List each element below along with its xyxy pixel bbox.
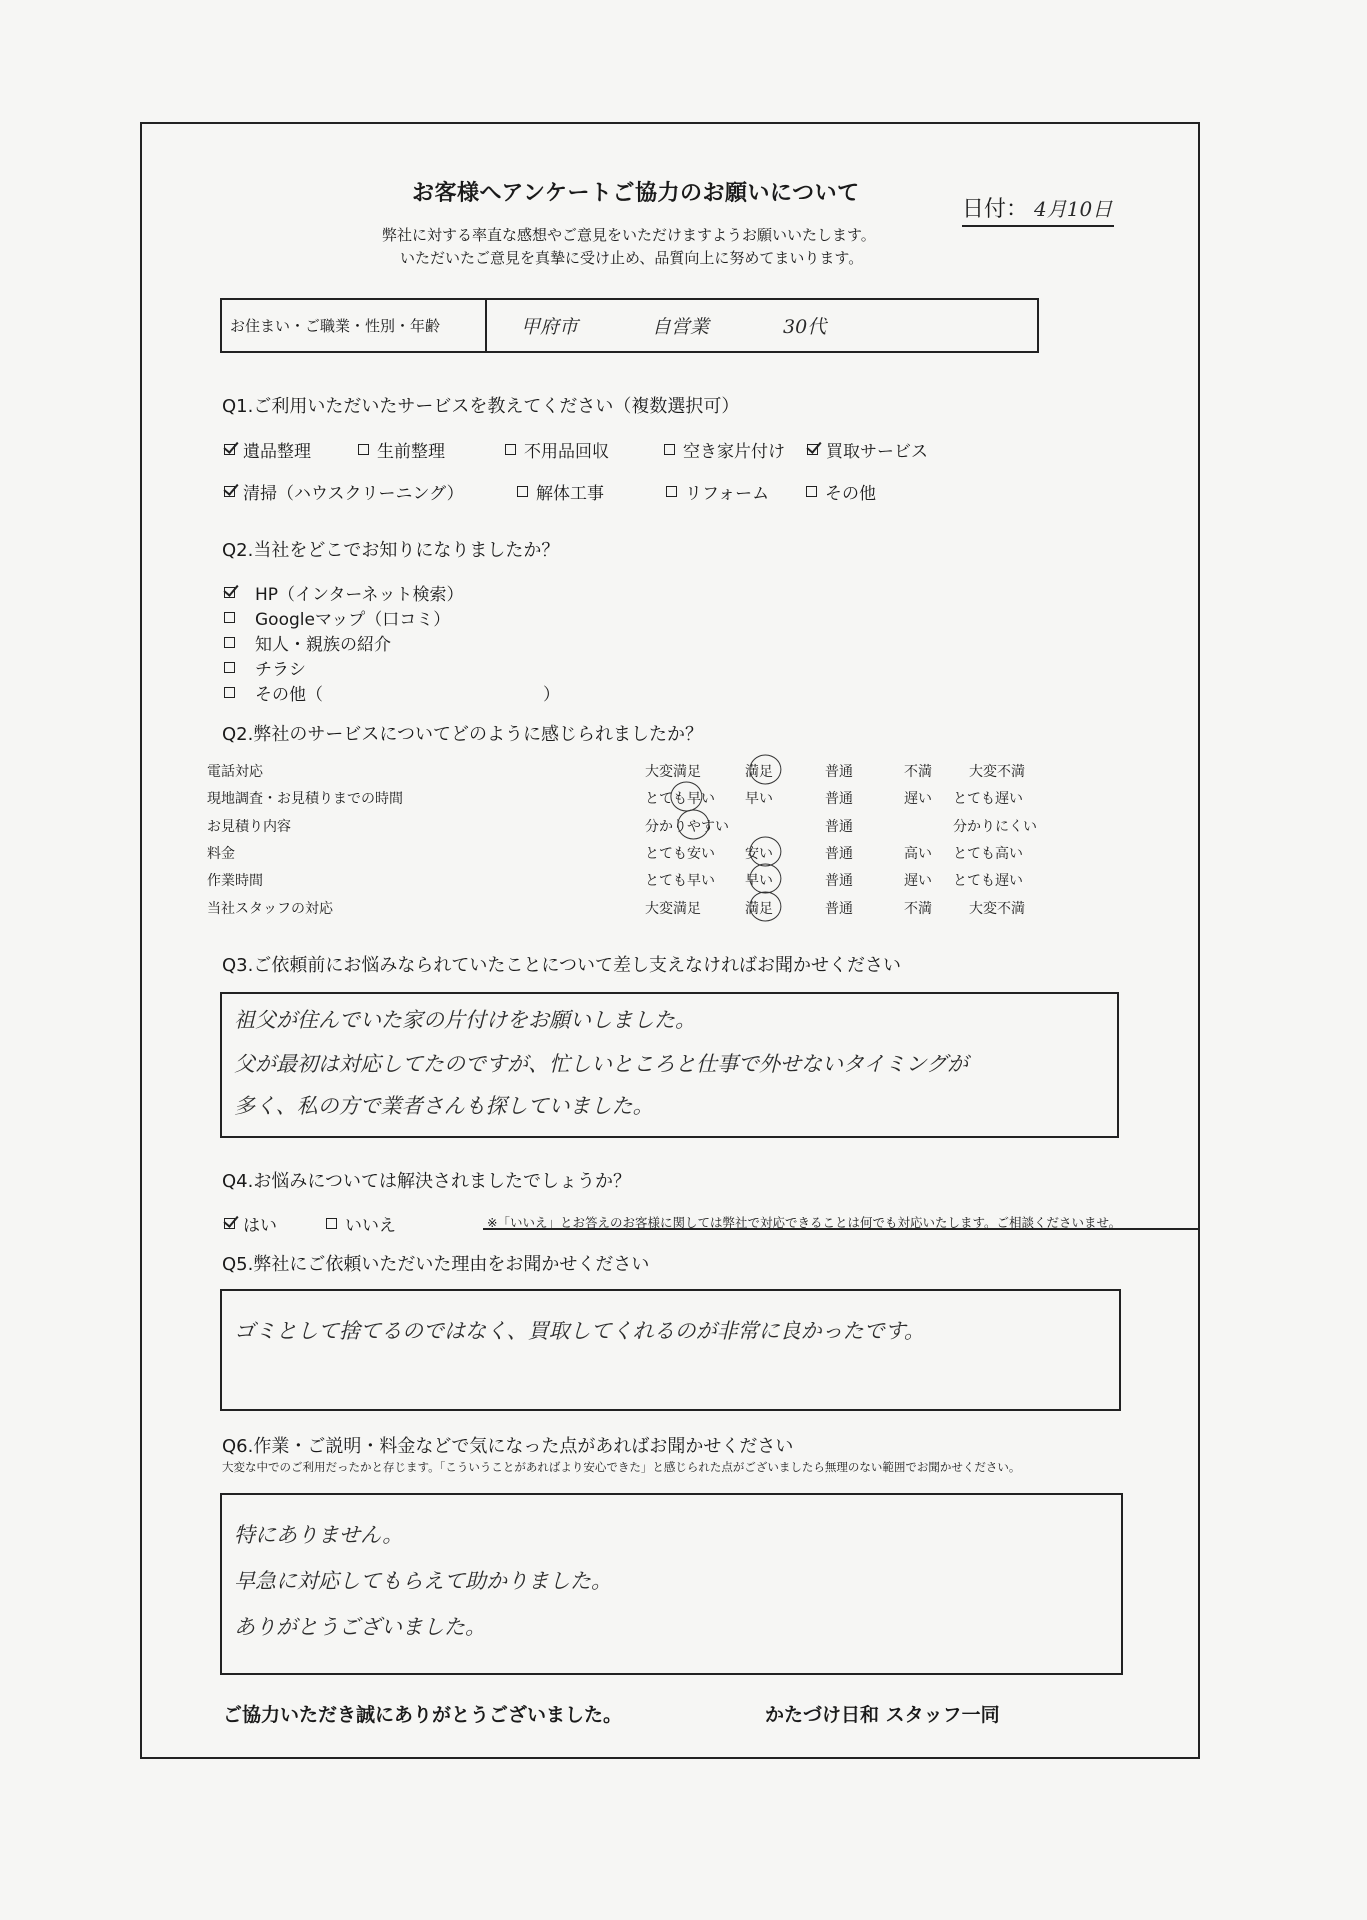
- checkbox-icon[interactable]: [358, 444, 369, 455]
- date-field[interactable]: [962, 192, 1114, 227]
- subtitle-line-1: 弊社に対する率直な感想やご意見をいただけますようお願いいたします。: [382, 226, 876, 244]
- other-close-paren: ）: [543, 685, 560, 705]
- date-label: 日付：: [962, 197, 1029, 222]
- rating-item-label: 当社スタッフの対応: [207, 900, 333, 917]
- q1-option[interactable]: 空き家片付け: [664, 437, 785, 462]
- checkbox-icon[interactable]: [224, 1218, 235, 1229]
- checkbox-icon[interactable]: [224, 587, 235, 598]
- q6-subtext: 大変な中でのご利用だったかと存じます。「こういうことがあればより安心できた」と感じられた点がございましたら無理のない範囲でお聞かせください。: [222, 1460, 1021, 1474]
- rating-choice[interactable]: 普通: [825, 791, 853, 808]
- q3-answer-line: 祖父が住んでいた家の片付けをお願いしました。: [234, 1008, 696, 1032]
- q2a-question: Q2.当社をどこでお知りになりましたか？: [222, 540, 560, 561]
- rating-choice[interactable]: とても早い: [645, 873, 715, 890]
- q5-answer-box[interactable]: [220, 1289, 1121, 1411]
- rating-row: [207, 761, 1067, 783]
- footer-thanks: ご協力いただき誠にありがとうございました。: [223, 1704, 623, 1726]
- rating-choice[interactable]: 遅い: [904, 791, 932, 808]
- rating-item-label: お見積り内容: [207, 818, 291, 835]
- profile-label: お住まい・ご職業・性別・年齢: [222, 300, 487, 351]
- checkbox-icon[interactable]: [505, 444, 516, 455]
- rating-item-label: 作業時間: [207, 873, 263, 890]
- q1-option[interactable]: 買取サービス: [807, 437, 928, 462]
- q3-answer-line: 多く、私の方で業者さんも探していました。: [234, 1094, 654, 1118]
- q3-answer-box[interactable]: [220, 992, 1119, 1138]
- q6-answer-line: 特にありません。: [234, 1523, 404, 1547]
- q5-question: Q5.弊社にご依頼いただいた理由をお聞かせください: [222, 1254, 650, 1275]
- q6-question: Q6.作業・ご説明・料金などで気になった点があればお聞かせください: [222, 1436, 794, 1457]
- rating-row: [207, 843, 1067, 865]
- q6-answer-line: ありがとうございました。: [234, 1615, 486, 1639]
- rating-choice[interactable]: 不満: [904, 900, 932, 917]
- q1-question: Q1.ご利用いただいたサービスを教えてください（複数選択可）: [222, 396, 740, 417]
- checkbox-icon[interactable]: [224, 662, 235, 673]
- rating-choice-selected[interactable]: 安い: [745, 843, 773, 863]
- rating-choice[interactable]: 早い: [745, 791, 773, 808]
- age-value: 30代: [783, 316, 827, 338]
- checkbox-icon[interactable]: [517, 486, 528, 497]
- rating-row: [207, 788, 1067, 810]
- profile-values[interactable]: [487, 300, 1037, 351]
- subtitle-line-2: いただいたご意見を真摯に受け止め、品質向上に努めてまいります。: [400, 249, 864, 267]
- rating-choice[interactable]: 大変満足: [645, 900, 701, 917]
- checkbox-icon[interactable]: [807, 444, 818, 455]
- rating-choice[interactable]: 遅い: [904, 873, 932, 890]
- rating-choice[interactable]: 普通: [825, 764, 853, 780]
- q2b-question: Q2.弊社のサービスについてどのように感じられましたか？: [222, 724, 703, 745]
- q1-option[interactable]: 不用品回収: [505, 437, 609, 462]
- q2a-option[interactable]: その他（ ）: [224, 680, 560, 705]
- date-value: 4月10日: [1034, 197, 1113, 221]
- checkbox-icon[interactable]: [224, 612, 235, 623]
- q3-question: Q3.ご依頼前にお悩みなられていたことについて差し支えなければお聞かせください: [222, 955, 901, 976]
- rating-item-label: 料金: [207, 845, 235, 862]
- checkbox-icon[interactable]: [224, 687, 235, 698]
- rating-choice[interactable]: とても高い: [953, 845, 1023, 862]
- form-title: お客様へアンケートご協力のお願いについて: [412, 181, 860, 206]
- rating-choice[interactable]: 高い: [904, 845, 932, 862]
- q1-option[interactable]: 解体工事: [517, 479, 604, 504]
- rating-choice[interactable]: とても遅い: [953, 873, 1023, 890]
- occupation-value: 自営業: [652, 316, 710, 338]
- rating-row: [207, 870, 1067, 892]
- q4-note: ※「いいえ」とお答えのお客様に関しては弊社で対応できることは何でも対応いたします。ご相談くださいませ。: [487, 1215, 1122, 1230]
- rating-choice-selected[interactable]: 満足: [745, 898, 773, 918]
- rating-choice[interactable]: とても遅い: [953, 791, 1023, 808]
- q4-option-no[interactable]: いいえ: [326, 1211, 396, 1236]
- checkbox-icon[interactable]: [224, 486, 235, 497]
- checkbox-icon[interactable]: [666, 486, 677, 497]
- residence-value: 甲府市: [521, 316, 579, 338]
- rating-row: [207, 816, 1067, 838]
- rating-choice-selected[interactable]: 満足: [745, 761, 773, 781]
- q4-note-underline: [483, 1228, 1200, 1230]
- q4-option-yes[interactable]: はい: [224, 1211, 277, 1236]
- rating-choice[interactable]: 普通: [825, 873, 853, 890]
- rating-item-label: 電話対応: [207, 764, 263, 780]
- q6-answer-line: 早急に対応してもらえて助かりました。: [234, 1569, 612, 1593]
- rating-choice[interactable]: 大変不満: [969, 900, 1025, 917]
- rating-choice[interactable]: 大変不満: [969, 764, 1025, 780]
- rating-choice[interactable]: 不満: [904, 764, 932, 780]
- rating-choice-selected[interactable]: 早い: [745, 870, 773, 890]
- q1-option[interactable]: リフォーム: [666, 479, 769, 504]
- rating-choice-selected[interactable]: 分かりやすい: [645, 816, 729, 836]
- rating-choice-selected[interactable]: とても早い: [645, 788, 715, 808]
- q1-option[interactable]: 遺品整理: [224, 437, 311, 462]
- q6-answer-box[interactable]: [220, 1493, 1123, 1675]
- checkbox-icon[interactable]: [224, 444, 235, 455]
- rating-choice[interactable]: 分かりにくい: [953, 818, 1037, 835]
- rating-item-label: 現地調査・お見積りまでの時間: [207, 791, 403, 808]
- q2a-option[interactable]: チラシ: [224, 655, 306, 680]
- q1-option[interactable]: 生前整理: [358, 437, 445, 462]
- checkbox-icon[interactable]: [326, 1218, 337, 1229]
- rating-choice[interactable]: 普通: [825, 818, 853, 835]
- profile-box: [220, 298, 1039, 353]
- q1-option[interactable]: 清掃（ハウスクリーニング）: [224, 479, 464, 504]
- checkbox-icon[interactable]: [224, 637, 235, 648]
- checkbox-icon[interactable]: [664, 444, 675, 455]
- q5-answer-line: ゴミとして捨てるのではなく、買取してくれるのが非常に良かったです。: [234, 1319, 925, 1343]
- rating-row: [207, 898, 1067, 920]
- checkbox-icon[interactable]: [806, 486, 817, 497]
- q4-question: Q4.お悩みについては解決されましたでしょうか？: [222, 1171, 631, 1192]
- q2a-option[interactable]: HP（インターネット検索）: [224, 580, 464, 605]
- rating-choice[interactable]: 大変満足: [645, 764, 701, 780]
- rating-choice[interactable]: 普通: [825, 845, 853, 862]
- q3-answer-line: 父が最初は対応してたのですが、忙しいところと仕事で外せないタイミングが: [234, 1052, 969, 1076]
- rating-choice[interactable]: 普通: [825, 900, 853, 917]
- q1-option[interactable]: その他: [806, 479, 876, 504]
- rating-choice[interactable]: とても安い: [645, 845, 715, 862]
- footer-signature: かたづけ日和 スタッフ一同: [765, 1704, 1000, 1726]
- q2a-option[interactable]: 知人・親族の紹介: [224, 630, 391, 655]
- q2a-option[interactable]: Googleマップ（口コミ）: [224, 605, 450, 630]
